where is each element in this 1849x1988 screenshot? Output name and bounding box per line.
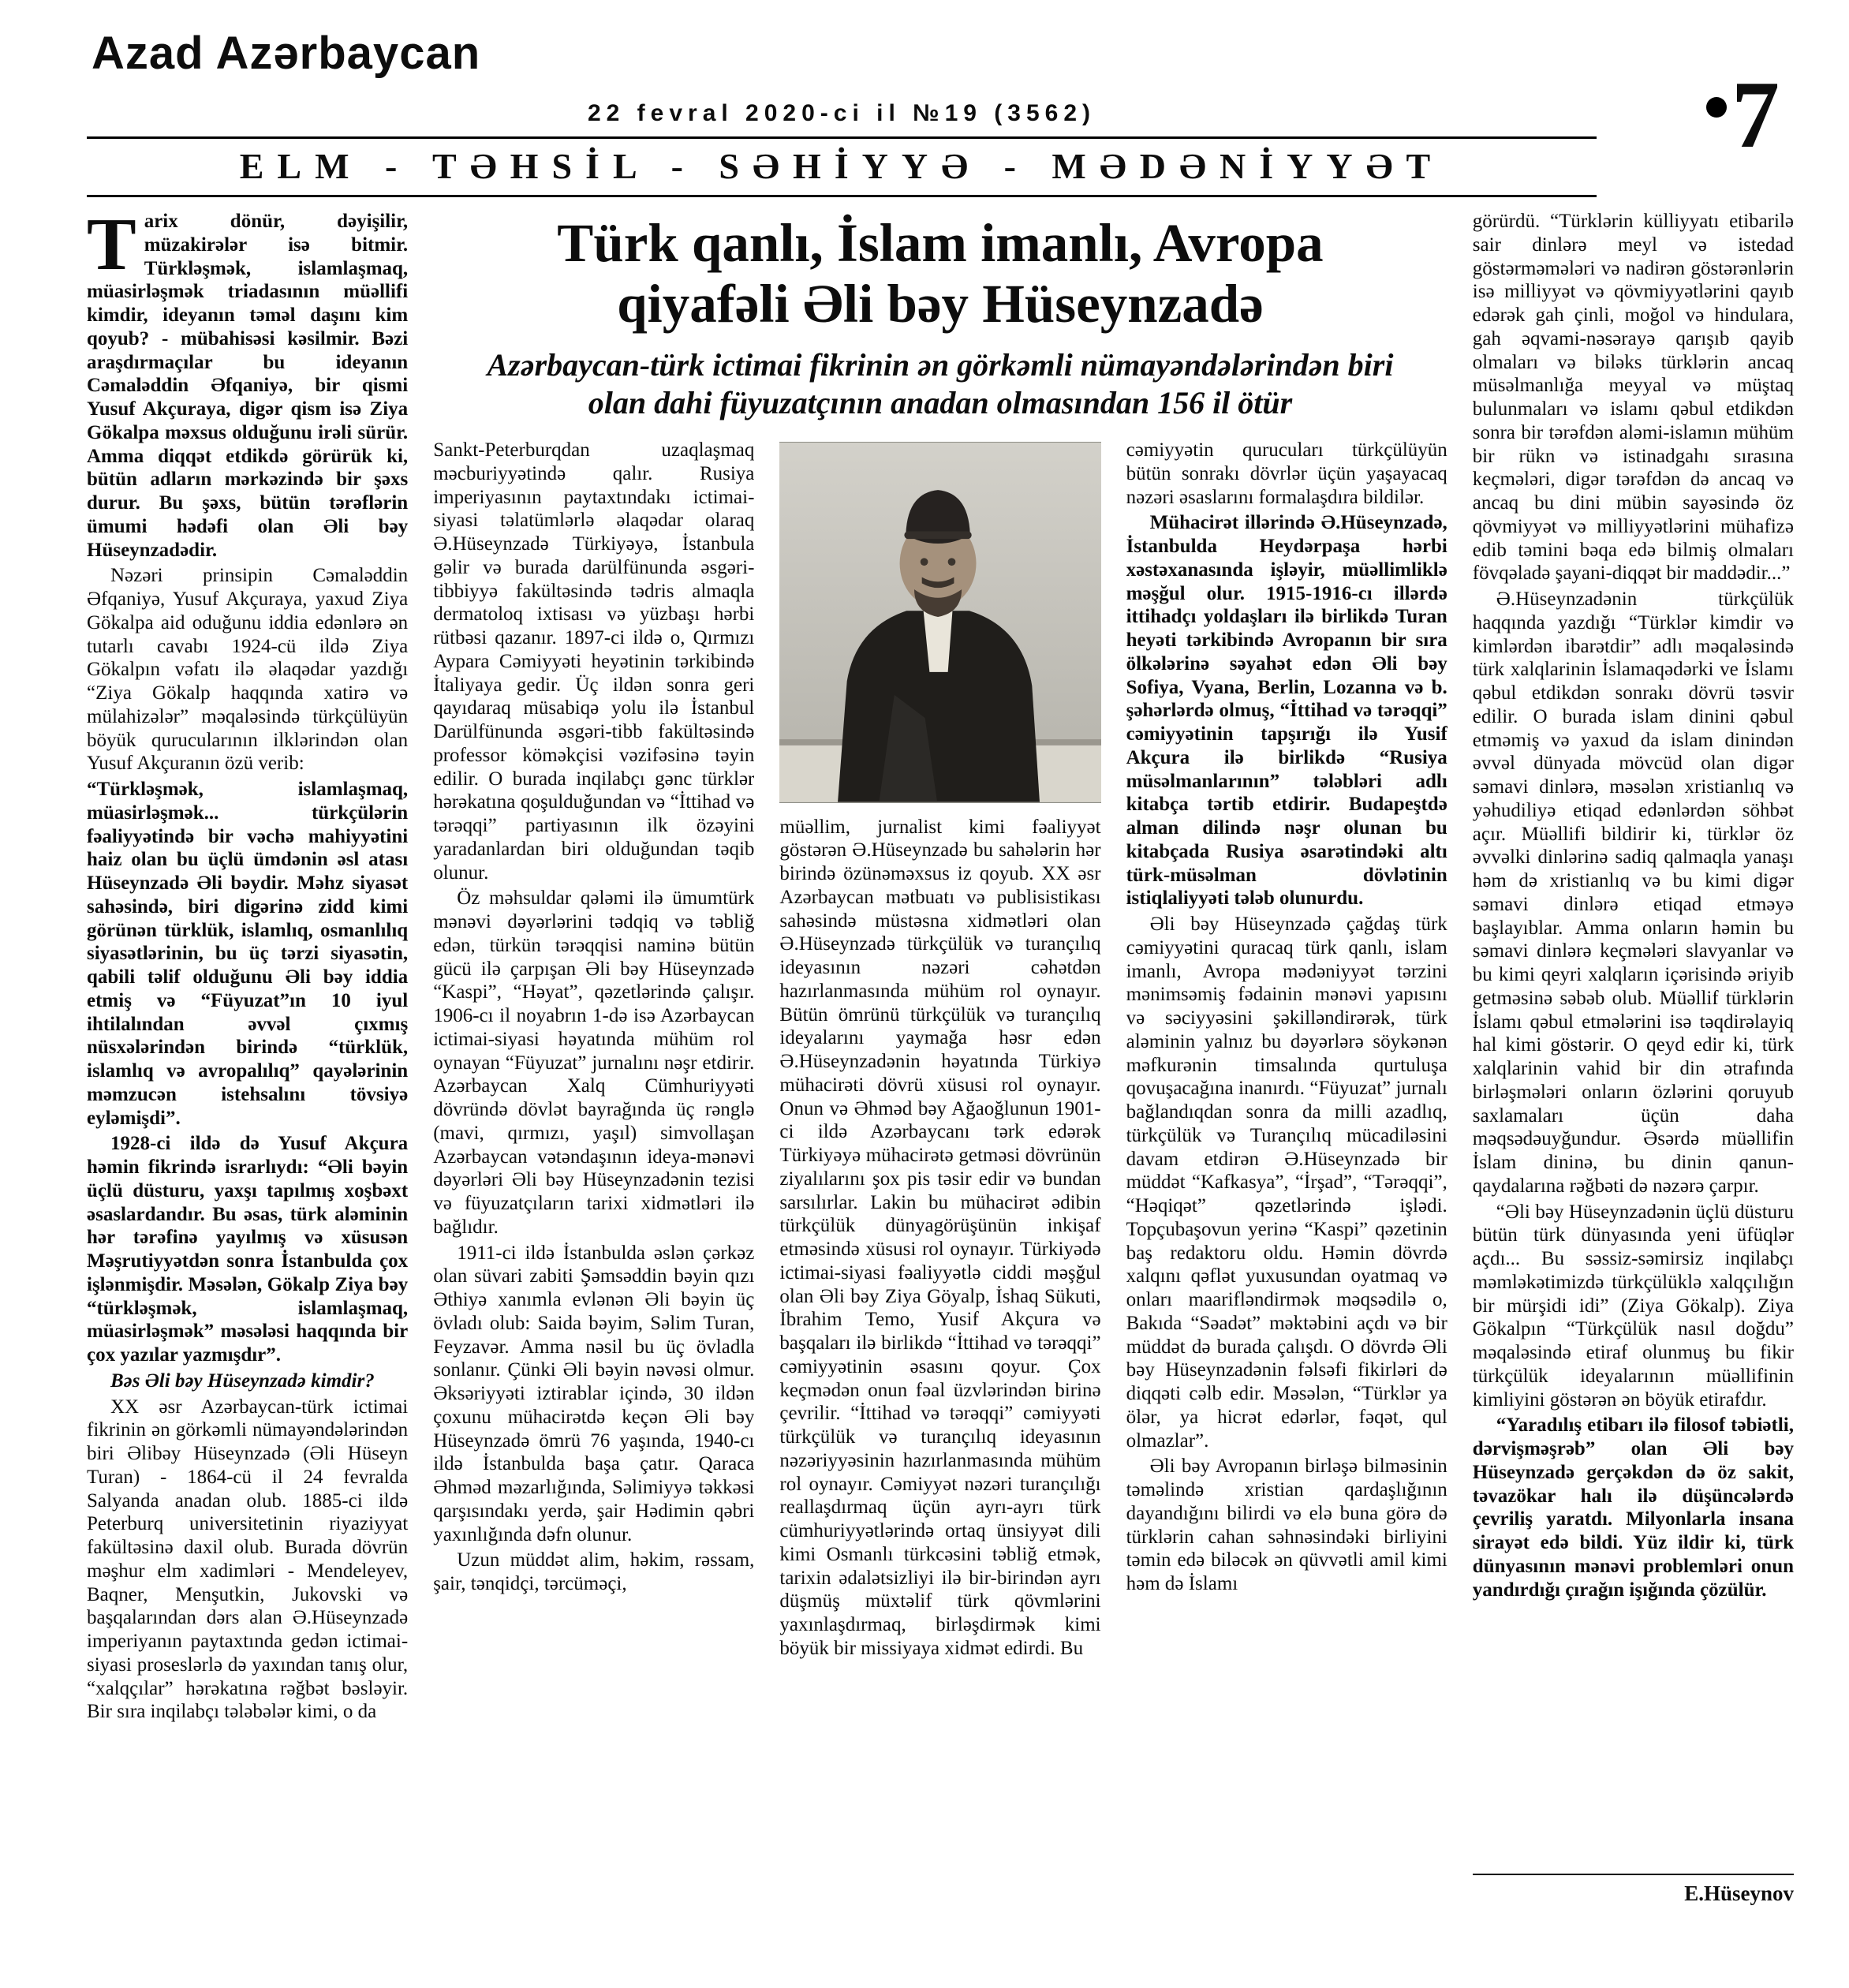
masthead: [87, 62, 1794, 197]
section-title: ELM - TƏHSİL - SƏHİYYƏ - MƏDƏNİYYƏT: [239, 146, 1444, 186]
newspaper-logo: Azad Azərbaycan: [92, 28, 481, 79]
article-body: [87, 210, 1794, 1906]
paragraph: Sankt-Peterburqdan uzaqlaşmaq məcburiyyətində qalır. Rusiya imperiyasının paytaxtındakı ictimai-siyasi təlatümlərlə əlaqədar olaraq Ə.Hüseynzadə Türkiyəyə, İstanbula gəlir və burada darülfünunda əsgəri-tibbiyyə fakültəsində tədris almaqla dermatoloq ixtisası və yüzbaşı hərbi rütbəsi qazanır. 1897-ci ildə o, Qırmızı Aypara Cəmiyyəti heyətinin tərkibində İtaliyaya gedir. Üç ildən sonra geri qayıdaraq müsabiqə yolu ilə İstanbul Darülfünunda əsgəri-tibb fakültəsində professor köməkçisi vəzifəsinə təyin edilir. O burada inqilabçı gənc türklər hərəkatına qoşulduğundan və “İttihad və tərəqqi” partiyasının ilk özəyini yaradanlardan biri olduğundan təqib olunur.: [433, 439, 755, 884]
bullet-icon: [1706, 97, 1727, 118]
paragraph: Nəzəri prinsipin Cəmaləddin Əfqaniyə, Yusuf Akçuraya, yaxud Ziya Gökalpa aid oduğunu iddia edənlərə ən tutarlı cavabı 1924-cü ildə Ziya Gökalpın vəfatı ilə əlaqədar yazdığı “Ziya Gökalp haqqında xatirə və mülahizələr” məqaləsində türkçülüyün böyük qurucularının ilklərindən olan Yusuf Akçuranın özü verib:: [87, 565, 409, 775]
paragraph: Əli bəy Hüseynzadə çağdaş türk cəmiyyətini quracaq türk qanlı, islam imanlı, Avropa mədəniyyət tərzini mənimsəmiş fədainin mənəvi yapısını və səciyyəsini şəkilləndirərək, türk aləminin yalnız bu dəyərlərə söykənən məfkurənin timsalında qurtuluşa qovuşacağına inanırdı. “Füyuzat” jurnalı bağlandıqdan sonra da milli azadlıq, türkçülük və Turançılıq mücadiləsini davam etdirən Ə.Hüseynzadə bir müddət “Kafkasya”, “İrşad”, “Tərəqqi”, “Həqiqət” qəzetlərində işlədi. Topçubaşovun yerinə “Kaspi” qəzetinin baş redaktoru oldu. Həmin dövrdə xalqını qəflət yuxusundan oyatmaq və onları maarifləndirmək məqsədilə o, Bakıda “Səadət” məktəbini açdı və bir müddət də burada çalışdı. O dövrdə Əli bəy Hüseynzadənin fəlsəfi fikirləri də diqqəti cəlb edir. Məsələn, “Türklər ya ölər, ya hicrət edərlər, fəqət, qul olmazlar”.: [1126, 914, 1447, 1452]
paragraph: “Yaradılış etibarı ilə filosof təbiətli, dərvişməşrəb” olan Əli bəy Hüseynzadə gerçəkdən də öz sakit, təvazökar halı ilə düşüncələrdə çevriliş yaratdı. Milyonlarla insana sirayət edə bildi. Yüz ildir ki, türk dünyasının mənəvi problemləri onun yandırdığı çırağın işığında çözülür.: [1472, 1414, 1794, 1601]
article-photo: [779, 442, 1100, 803]
paragraph: Bəs Əli bəy Hüseynzadə kimdir?: [110, 1370, 375, 1392]
paragraph: “Türkləşmək, islamlaşmaq, müasirləşmək... türkçülərin fəaliyyətində bir vəchə mahiyyətini haiz olan bu üçlü ümdənin əsl atası Hüseynzadə Əli bəydir. Məhz siyasət sahəsində, biri digərinə zidd kimi görünən türklük, islamlıq, osmanlılıq siyasətlərinin, bu üç tərzi siyasətin, qabili təlif olduğunu Əli bəy iddia etmiş və “Füyuzat”ın 10 iyul ihtilalından əvvəl çıxmış nüsxələrindən birində “türklük, islamlıq və avropalılıq” qayələrinin məmzucən istehsalını tövsiyə eyləmişdi”.: [87, 779, 409, 1129]
dateline: 22 fevral 2020-ci il №19 (3562): [587, 100, 1096, 126]
paragraph: 1911-ci ildə İstanbulda əslən çərkəz olan süvari zabiti Şəmsəddin bəyin qızı Əthiyə xanımla evlənən Əli bəyin üç övladı olub: Saida bəyim, Səlim Turan, Feyzavər. Amma nəsil bu üç övladla sonlanır. Çünki Əli bəyin nəvəsi olmur. Əksəriyyəti iztirablar içində, 30 ildən çoxunu mühacirətdə keçən Əli bəy Hüseynzadə ömrü 76 yaşında, 1940-cı ildə İstanbulda başa çatır. Qaraca Əhməd məzarlığında, Səlimiyyə təkkəsi qarşısındakı yerdə, şair Hədimin qəbri yaxınlığında dəfn olunur.: [433, 1242, 755, 1545]
byline-author: E.Hüseynov: [1684, 1882, 1794, 1905]
paragraph: görürdü. “Türklərin külliyyatı etibarilə sair dinlərə meyl və istedad göstərməmələri və nadirən göstərənlərin isə milliyyət və qövmiyyətlərini qayıb edərək gah çinli, moğol və hindulara, gah əqvami-nəsərayə qarışıb qayib olmaları və biləks türklərin ancaq müsəlmanlığa meyyal və müştaq bulunmaları və islamı qəbul etdikdən sonra bir tərəfdən aləmi-islamın mühüm bir rükn və istinadgahı sırasına keçmələri, digər tərəfdən də ancaq və ancaq bu dini mübin sayəsində öz qövmiyyət və milliyyətlərini mühafizə edib təmini bəqa edə bilmiş olmaları fövqəladə şayani-diqqət bir maddədir...”: [1472, 211, 1794, 585]
page-number: [1706, 62, 1780, 168]
byline: [1473, 1874, 1794, 1906]
column-3: [779, 439, 1100, 1906]
column-5: [1473, 210, 1794, 1906]
paragraph: Mühacirət illərində Ə.Hüseynzadə, İstanbulda Heydərpaşa hərbi xəstəxanasında işləyir, müəllimliklə məşğul olur. 1915-1916-cı illərdə ittihadçı yoldaşları ilə birlikdə Turan heyəti tərkibində Avropanın bir sıra ölkələrinə səyahət edən Əli bəy Sofiya, Vyana, Berlin, Lozanna və b. şəhərlərdə olmuş, “İttihad və tərəqqi” cəmiyyətinin tapşırığı ilə Yusif Akçura ilə birlikdə “Rusiya müsəlmanlarının” tələbləri adlı kitabça tərtib etdirir. Budapeştdə alman dilində nəşr olunan bu kitabçada Rusiya əsarətindəki altı türk-müsəlman dövlətinin istiqlaliyyəti tələb olunurdu.: [1126, 512, 1447, 910]
subheadline: Azərbaycan-türk ictimai fikrinin ən görkəmli nümayəndələrindən biri olan dahi füyuzatçının anadan olmasından 156 il ötür: [487, 346, 1394, 421]
paragraph: “Əli bəy Hüseynzadənin üçlü düsturu bütün türk dünyasında yeni üfüqlər açdı... Bu səssiz-səmirsiz inqilabçı məmləkətimizdə türkçülüklə xalqçılığın bir mürşidi idi” (Ziya Gökalp). Ziya Gökalpın “Türkçülük nasıl doğdu” məqaləsində etiraf olunmuş bu fikir türkçülük ideyalarının müəllifinin kimliyini göstərən ən böyük etirafdır.: [1472, 1201, 1794, 1411]
column-5-text: [1473, 210, 1794, 1874]
paragraph: Əli bəy Avropanın birləşə bilməsinin təməlində xristian qardaşlığının dayandığını bilirdi və elə buna görə də türklərin cahan səhnəsindəki birliyini təmin edə biləcək ən qüvvətli amil kimi həm də İslamı: [1126, 1456, 1447, 1595]
column-2: [433, 439, 754, 1906]
paragraph: Tarix dönür, dəyişilir, müzakirələr isə bitmir. Türkləşmək, islamlaşmaq, müasirləşmək triadasının müəllifi kimdir, ideyanın təməl daşını kim qoyub? - mübahisəsi kəsilmir. Bəzi araşdırmaçılar bu ideyanın Cəmaləddin Əfqaniyə, bir qismi Yusuf Akçuraya, digər qism isə Ziya Gökalpa məxsus olduğunu irəli sürür. Amma diqqət etdikdə görürük ki, bütün adların mərkəzində bir şəxs durur. Bu şəxs, bütün tərəflərin ümumi hədəfi olan Əli bəy Hüseynzadədir.: [87, 210, 409, 561]
article-center: [433, 210, 1447, 1906]
headline: Türk qanlı, İslam imanlı, Avropa qiyafəli Əli bəy Hüseynzadə: [557, 213, 1324, 334]
paragraph: Uzun müddət alim, həkim, rəssam, şair, tənqidçi, tərcüməçi,: [433, 1549, 755, 1595]
paragraph: Öz məhsuldar qələmi ilə ümumtürk mənəvi dəyərlərini tədqiq və təbliğ edən, türkün tərəqqisi naminə bütün gücü ilə çarpışan Əli bəy Hüseynzadə “Kaspi”, “Həyat”, qəzetlərində çalışır. 1906-cı il noyabrın 1-də isə Azərbaycan ictimai-siyasi həyatında mühüm rol oynayan “Füyuzat” jurnalını nəşr etdirir. Azərbaycan Xalq Cümhuriyyəti dövründə dövlət bayrağında üç rənglə (mavi, qırmızı, yaşıl) simvollaşan Azərbaycan vətəndaşının ideya-mənəvi dəyərləri Əli bəy Hüseynzadənin tezisi və füyuzatçıların tarixi xidmətləri ilə bağlıdır.: [433, 888, 755, 1238]
paragraph: cəmiyyətin qurucuları türkçülüyün bütün sonrakı dövrlər üçün yaşayacaq nəzəri əsaslarını formalaşdıra bildilər.: [1126, 439, 1447, 508]
column-3-text: [779, 816, 1100, 1906]
portrait-illustration: [779, 443, 1100, 802]
page-number-value: 7: [1731, 62, 1780, 168]
bottom-rule: [87, 195, 1597, 197]
center-columns: [433, 439, 1447, 1906]
paragraph: müəllim, jurnalist kimi fəaliyyət göstərən Ə.Hüseynzadə bu sahələrin hər birində özünəməxsus iz qoyub. XX əsr Azərbaycan mətbuatı və publisistikası sahəsində müstəsna xidmətləri olan Ə.Hüseynzadə türkçülük və turançılıq ideyasının nəzəri cəhətdən hazırlanmasında mühüm rol oynayır. Bütün ömrünü türkçülük və turançılıq ideyalarını yaymağa həsr edən Ə.Hüseynzadənin həyatında Türkiyə mühacirəti dövrü xüsusi rol oynayır. Onun və Əhməd bəy Ağaoğlunun 1901-ci ildə Azərbaycanı tərk edərək Türkiyəyə mühacirətə getməsi dövrünün ziyalılarını şox pis təsir edir və bundan sarsılırlar. Lakin bu mühacirət ədibin türkçülük dünyagörüşünün inkişaf etməsində xüsusi rol oynayır. Türkiyədə ictimai-siyasi fəaliyyətlə ciddi məşğul olan Əli bəy Ziya Göyalp, İshaq Sükuti, İbrahim Temo, Yusif Akçura və başqaları ilə birlikdə “İttihad və tərəqqi” cəmiyyətinin əsasını qoyur. Çox keçmədən onun fəal üzvlərindən birinə çevrilir. “İttihad və tərəqqi” cəmiyyəti türkçülük və turançılıq ideyasının nəzəriyyəsinin hazırlanmasında mühüm rol oynayır. Cəmiyyət nəzəri turançılığı reallaşdırmaq üçün ayrı-ayrı türk cümhuriyyətlərində ortaq ünsiyyət dili kimi Osmanlı türkcəsini təbliğ etmək, tarixin ədalətsizliyi ilə bir-birindən ayrı düşmüş müxtəlif türk qövmlərini yaxınlaşdırmaq, birləşdirmək kimi böyük bir missiyaya xidmət edirdi. Bu: [779, 816, 1101, 1659]
paragraph: XX əsr Azərbaycan-türk ictimai fikrinin ən görkəmli nümayəndələrindən biri Əlibəy Hüseynzadə (Əli Hüseyn Turan) - 1864-cü il 24 fevralda Salyanda anadan olub. 1885-ci ildə Peterburq universitetinin riyaziyyat fakültəsinə daxil olub. Burada dövrün məşhur elm xadimləri - Mendeleyev, Baqner, Menşutkin, Jukovski və başqalarından dərs alan Ə.Hüseynzadə imperiyanın paytaxtında gedən ictimai-siyasi proseslərlə də yaxından tanış olur, “xalqçılar” hərəkatına rəğbət bəsləyir. Bir sıra inqilabçı tələbələr kimi, o da: [87, 1396, 409, 1723]
column-4: [1126, 439, 1447, 1906]
column-1: [87, 210, 408, 1906]
paragraph: Ə.Hüseynzadənin türkçülük haqqında yazdığı “Türklər kimdir və kimlərdən ibarətdir” adlı məqaləsində türk xalqlarinin İslamaqədərki ve İslamı qəbul etdikdən sonrakı dövrü təsvir edilir. O burada islam dinini qəbul etməmiş və yaxud da islam dinindən əvvəl dünyada mövcüd olan digər səmavi dinlərə, məsələn xristianlıq və yəhudiliyə etiqad edənlərdən söhbət açır. Müəllifi bildirir ki, türklər öz əvvəlki dinlərinə sadiq qalmaqla yanaşı həm də xristianlıq və bu kimi digər səmavi dinlərə etiqad etməyə başlayıblar. Amma onların həmin bu səmavi dinlərə keçmələri slavyanlar və bu kimi qeyri xalqların içərisində əriyib getməsinə səbəb olub. Müəllif türklərin İslamı qəbul etmələrini isə təqdirəlayiq hal kimi göstərir. O qeyd edir ki, türk xalqlarinin vahid bir din ətrafında birləşmələri onların özlərini qoruyub saxlamaları üçün daha məqsədəuyğundur. Əsərdə müəllifin İslam dininə, bu dinin qanun-qaydalarına rəğbəti də nəzərə çarpır.: [1472, 589, 1794, 1197]
paragraph: 1928-ci ildə də Yusuf Akçura həmin fikrində israrlıydı: “Əli bəyin üçlü düsturu, yaxşı tapılmış xoşbəxt əsaslardandır. Bu əsas, türk aləminin hər tərəfinə yayılmış və xüsusən Məşrutiyyətdən sonra İstanbulda çox işlənmişdir. Məsələn, Gökalp Ziya bəy “türkləşmək, islamlaşmaq, müasirləşmək” məsələsi haqqında bir çox yazılar yazmışdır”.: [87, 1133, 409, 1366]
